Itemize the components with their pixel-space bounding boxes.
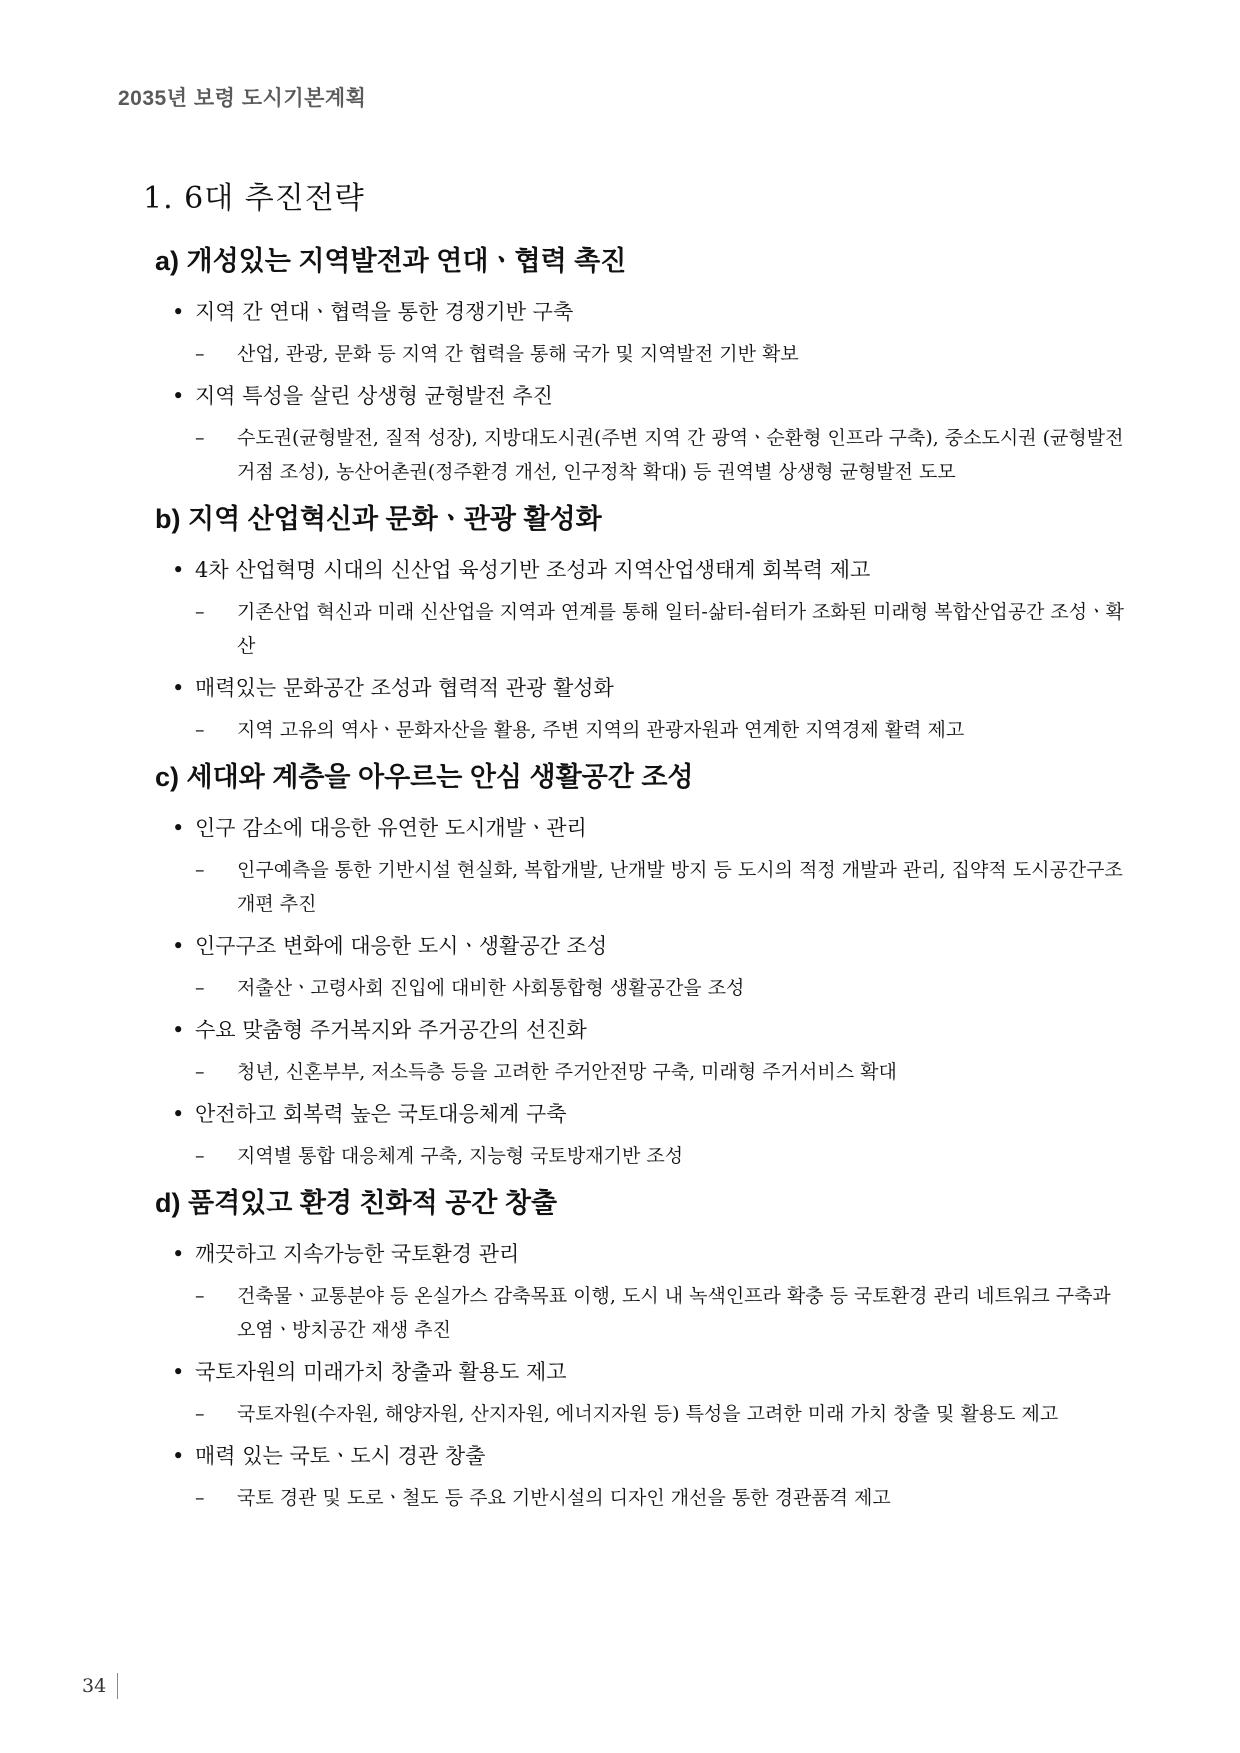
subsection-heading: d) 품격있고 환경 친화적 공간 창출 <box>155 1188 558 1218</box>
bullet-text: 국토자원의 미래가치 창출과 활용도 제고 <box>195 1360 567 1384</box>
bullet-dot-icon: • <box>172 1242 185 1266</box>
detail-text: 인구예측을 통한 기반시설 현실화, 복합개발, 난개발 방지 등 도시의 적정 개발과 관리, 집약적 도시공간구조 개편 추진 <box>237 859 1123 915</box>
bullet-text: 지역 특성을 살린 상생형 균형발전 추진 <box>195 384 553 408</box>
bullet-text: 깨끗하고 지속가능한 국토환경 관리 <box>195 1242 520 1266</box>
bullet-dot-icon: • <box>172 1444 185 1468</box>
detail-text: 국토자원(수자원, 해양자원, 산지자원, 에너지자원 등) 특성을 고려한 미래 가치 창출 및 활용도 제고 <box>237 1403 1059 1425</box>
bullet-text: 지역 간 연대ㆍ협력을 통한 경쟁기반 구축 <box>195 300 574 324</box>
bullet-item <box>155 1015 1135 1045</box>
section-title: 1. 6대 추진전략 <box>143 181 365 216</box>
dash-icon: – <box>195 859 205 881</box>
bullet-item <box>155 1357 1135 1387</box>
bullet-item <box>155 1099 1135 1129</box>
dash-icon: – <box>195 977 205 999</box>
subsection <box>155 1185 1135 1515</box>
page-number: 34 <box>82 1675 107 1697</box>
subsection <box>155 759 1135 1173</box>
running-header: 2035년 보령 도시기본계획 <box>118 87 367 110</box>
dash-icon: – <box>195 601 205 623</box>
bullet-text: 안전하고 회복력 높은 국토대응체계 구축 <box>195 1102 567 1126</box>
detail-item <box>195 1397 1135 1431</box>
detail-text: 지역 고유의 역사ㆍ문화자산을 활용, 주변 지역의 관광자원과 연계한 지역경제 활력 제고 <box>237 719 965 741</box>
detail-text: 청년, 신혼부부, 저소득층 등을 고려한 주거안전망 구축, 미래형 주거서비스 확대 <box>237 1061 897 1083</box>
subsection-heading: b) 지역 산업혁신과 문화ㆍ관광 활성화 <box>155 504 602 534</box>
dash-icon: – <box>195 1061 205 1083</box>
bullet-item <box>155 813 1135 843</box>
bullet-dot-icon: • <box>172 1360 185 1384</box>
detail-item <box>195 853 1135 921</box>
dash-icon: – <box>195 427 205 449</box>
detail-item <box>195 421 1135 489</box>
bullet-item <box>155 381 1135 411</box>
bullet-dot-icon: • <box>172 384 185 408</box>
detail-text: 수도권(균형발전, 질적 성장), 지방대도시권(주변 지역 간 광역ㆍ순환형 인프라 구축), 중소도시권 (균형발전거점 조성), 농산어촌권(정주환경 개선, 인구정착 확대) 등 권역별 상생형 균형발전 도모 <box>237 427 1124 483</box>
bullet-item <box>155 297 1135 327</box>
subsection <box>155 501 1135 747</box>
bullet-item <box>155 1441 1135 1471</box>
detail-item <box>195 1279 1135 1347</box>
bullet-text: 매력있는 문화공간 조성과 협력적 관광 활성화 <box>195 676 614 700</box>
bullet-item <box>155 1239 1135 1269</box>
bullet-item <box>155 555 1135 585</box>
dash-icon: – <box>195 343 205 365</box>
dash-icon: – <box>195 1403 205 1425</box>
detail-text: 지역별 통합 대응체계 구축, 지능형 국토방재기반 조성 <box>237 1145 684 1167</box>
detail-text: 산업, 관광, 문화 등 지역 간 협력을 통해 국가 및 지역발전 기반 확보 <box>237 343 799 365</box>
bullet-dot-icon: • <box>172 300 185 324</box>
bullet-item <box>155 673 1135 703</box>
bullet-dot-icon: • <box>172 676 185 700</box>
subsection-heading: c) 세대와 계층을 아우르는 안심 생활공간 조성 <box>155 762 694 792</box>
dash-icon: – <box>195 1487 205 1509</box>
document-body <box>155 243 1135 1527</box>
dash-icon: – <box>195 1285 205 1307</box>
bullet-dot-icon: • <box>172 816 185 840</box>
subsection-heading: a) 개성있는 지역발전과 연대ㆍ협력 촉진 <box>155 246 627 276</box>
detail-text: 저출산ㆍ고령사회 진입에 대비한 사회통합형 생활공간을 조성 <box>237 977 745 999</box>
detail-text: 건축물ㆍ교통분야 등 온실가스 감축목표 이행, 도시 내 녹색인프라 확충 등 국토환경 관리 네트워크 구축과 오염ㆍ방치공간 재생 추진 <box>237 1285 1111 1341</box>
bullet-dot-icon: • <box>172 1018 185 1042</box>
bullet-text: 4차 산업혁명 시대의 신산업 육성기반 조성과 지역산업생태계 회복력 제고 <box>195 558 871 582</box>
bullet-dot-icon: • <box>172 558 185 582</box>
bullet-dot-icon: • <box>172 1102 185 1126</box>
detail-item <box>195 1055 1135 1089</box>
bullet-text: 인구 감소에 대응한 유연한 도시개발ㆍ관리 <box>195 816 587 840</box>
bullet-text: 수요 맞춤형 주거복지와 주거공간의 선진화 <box>195 1018 587 1042</box>
bullet-item <box>155 931 1135 961</box>
page-number-separator <box>117 1673 118 1699</box>
bullet-text: 매력 있는 국토ㆍ도시 경관 창출 <box>195 1444 486 1468</box>
detail-item <box>195 595 1135 663</box>
bullet-dot-icon: • <box>172 934 185 958</box>
detail-text: 기존산업 혁신과 미래 신산업을 지역과 연계를 통해 일터-삶터-쉼터가 조화된 미래형 복합산업공간 조성ㆍ확산 <box>237 601 1124 657</box>
detail-item <box>195 1481 1135 1515</box>
subsection <box>155 243 1135 489</box>
dash-icon: – <box>195 1145 205 1167</box>
detail-text: 국토 경관 및 도로ㆍ철도 등 주요 기반시설의 디자인 개선을 통한 경관품격 제고 <box>237 1487 891 1509</box>
dash-icon: – <box>195 719 205 741</box>
detail-item <box>195 337 1135 371</box>
detail-item <box>195 1139 1135 1173</box>
bullet-text: 인구구조 변화에 대응한 도시ㆍ생활공간 조성 <box>195 934 608 958</box>
detail-item <box>195 971 1135 1005</box>
detail-item <box>195 713 1135 747</box>
